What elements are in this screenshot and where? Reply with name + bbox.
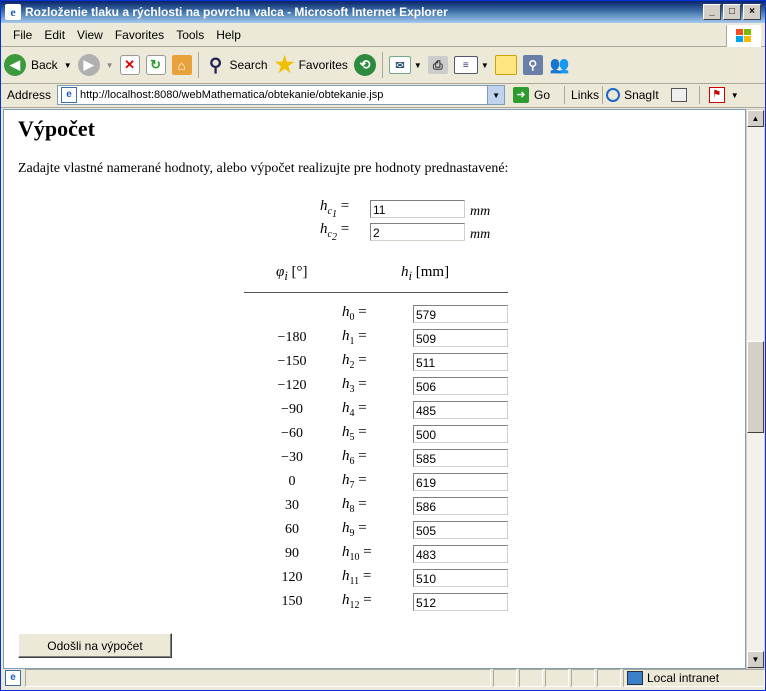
h-label: $h_0$ =	[342, 304, 367, 323]
local-intranet-icon	[627, 671, 643, 685]
snagit-label: SnagIt	[624, 88, 659, 102]
address-dropdown-icon[interactable]: ▼	[487, 86, 504, 104]
scroll-thumb[interactable]	[747, 341, 764, 433]
back-label: Back	[31, 58, 58, 72]
mail-dropdown-icon[interactable]: ▼	[413, 60, 422, 70]
phi-value: −30	[281, 450, 303, 465]
pdf-dropdown-icon[interactable]: ▼	[730, 90, 739, 100]
h-label: $h_{12}$ =	[342, 592, 372, 611]
menu-help[interactable]: Help	[216, 28, 241, 42]
address-label: Address	[7, 88, 52, 102]
menu-view[interactable]: View	[77, 28, 103, 42]
phi-value: 120	[281, 570, 303, 585]
menu-edit[interactable]: Edit	[44, 28, 66, 42]
discuss-icon	[495, 55, 517, 75]
edit-button[interactable]	[451, 50, 492, 80]
phi-value: −180	[277, 330, 307, 345]
hc1-label: $h_{c_1}$ =	[320, 198, 350, 220]
close-button[interactable]: ×	[743, 4, 761, 20]
search-icon: ⚲	[208, 54, 223, 75]
back-button[interactable]	[1, 50, 75, 80]
print-button[interactable]	[425, 50, 451, 80]
column-header-h: $h_i$ [mm]	[401, 264, 450, 283]
h-label: $h_7$ =	[342, 472, 367, 491]
snagit-window-icon[interactable]	[671, 88, 687, 102]
h-value-input[interactable]: 505	[413, 521, 508, 539]
status-bar	[1, 667, 765, 689]
address-separator	[699, 86, 700, 104]
menu-favorites[interactable]: Favorites	[114, 28, 165, 42]
phi-value: 0	[288, 474, 296, 489]
header-divider	[244, 292, 508, 293]
h-value-input[interactable]: 509	[413, 329, 508, 347]
h-label: $h_{10}$ =	[342, 544, 372, 563]
print-icon: ⎙	[428, 56, 448, 74]
h-value-input[interactable]: 586	[413, 497, 508, 515]
back-arrow-icon: ◀	[4, 54, 26, 76]
status-text-cell	[25, 669, 491, 687]
h-value-input[interactable]: 483	[413, 545, 508, 563]
links-button[interactable]: Links	[571, 88, 600, 102]
favorites-star-icon: ★	[274, 52, 295, 77]
history-icon: ⟲	[354, 54, 376, 76]
favorites-button[interactable]	[271, 50, 351, 80]
hc2-label: $h_{c_2}$ =	[320, 221, 350, 243]
toolbar-separator	[382, 52, 383, 78]
edit-dropdown-icon[interactable]: ▼	[480, 60, 489, 70]
ie-icon: e	[5, 4, 21, 20]
search-label: Search	[229, 58, 268, 72]
refresh-icon: ↻	[146, 55, 166, 75]
h-value-input[interactable]: 512	[413, 593, 508, 611]
home-button[interactable]	[169, 50, 195, 80]
forward-dropdown-icon[interactable]: ▼	[105, 60, 114, 70]
edit-icon: ≡	[454, 56, 478, 74]
h-label: $h_8$ =	[342, 496, 367, 515]
refresh-button[interactable]	[143, 50, 169, 80]
phi-value: 150	[281, 594, 303, 609]
h-label: $h_6$ =	[342, 448, 367, 467]
phi-value: 60	[285, 522, 299, 537]
phi-value: −120	[277, 378, 307, 393]
address-bar	[1, 83, 765, 108]
stop-button[interactable]	[117, 50, 143, 80]
column-header-phi: $\varphi_i$ [°]	[276, 264, 308, 283]
submit-button[interactable]: Odošli na výpočet	[18, 633, 172, 658]
h-label: $h_4$ =	[342, 400, 367, 419]
mail-icon: ✉	[389, 56, 411, 74]
mail-button[interactable]	[386, 50, 425, 80]
h-value-input[interactable]: 510	[413, 569, 508, 587]
go-arrow-icon: ➜	[513, 87, 529, 103]
intro-text: Zadajte vlastné namerané hodnoty, alebo výpočet realizujte pre hodnoty prednastavené:	[18, 161, 509, 176]
scroll-up-icon[interactable]: ▲	[747, 110, 764, 127]
h-label: $h_{11}$ =	[342, 568, 372, 587]
snagit-button[interactable]	[606, 88, 659, 102]
maximize-button[interactable]: □	[723, 4, 741, 20]
status-cell	[493, 669, 517, 687]
phi-value: −150	[277, 354, 307, 369]
window-title: Rozloženie tlaku a rýchlosti na povrchu valca - Microsoft Internet Explorer	[25, 5, 448, 19]
menu-file[interactable]: File	[13, 28, 33, 42]
vertical-scrollbar[interactable]	[746, 109, 765, 669]
h-value-input[interactable]: 585	[413, 449, 508, 467]
go-label: Go	[534, 88, 551, 102]
status-cell	[571, 669, 595, 687]
address-input[interactable]	[57, 85, 505, 105]
status-page-icon: e	[5, 670, 21, 686]
page-icon: e	[61, 87, 77, 103]
address-separator	[564, 86, 565, 104]
search-button[interactable]	[202, 50, 271, 80]
status-cell	[597, 669, 621, 687]
h-value-input[interactable]: 485	[413, 401, 508, 419]
history-button[interactable]	[351, 50, 379, 80]
snagit-icon	[606, 88, 620, 102]
page-viewport	[3, 109, 746, 669]
h-value-input[interactable]: 500	[413, 425, 508, 443]
research-icon: ⚲	[523, 55, 543, 75]
h-label: $h_5$ =	[342, 424, 367, 443]
h-label: $h_2$ =	[342, 352, 367, 371]
minimize-button[interactable]: _	[703, 4, 721, 20]
standard-toolbar	[1, 47, 765, 84]
phi-value: −90	[281, 402, 303, 417]
hc2-input[interactable]: 2	[370, 223, 465, 241]
forward-button[interactable]	[75, 50, 117, 80]
status-zone-cell	[623, 669, 765, 687]
go-button[interactable]	[513, 87, 550, 103]
h-label: $h_1$ =	[342, 328, 367, 347]
page-title: Výpočet	[18, 116, 95, 141]
toolbar-separator	[198, 52, 199, 78]
phi-value: 90	[285, 546, 299, 561]
windows-logo-icon	[726, 25, 761, 47]
back-dropdown-icon[interactable]: ▼	[63, 60, 72, 70]
forward-arrow-icon: ▶	[78, 54, 100, 76]
menu-tools[interactable]: Tools	[176, 28, 205, 42]
hc1-input[interactable]: 11	[370, 200, 465, 218]
messenger-icon: 👥	[549, 57, 570, 74]
h-value-input[interactable]: 511	[413, 353, 508, 371]
home-icon: ⌂	[172, 55, 192, 75]
phi-value: 30	[285, 498, 299, 513]
status-zone-label: Local intranet	[647, 671, 720, 685]
h-label: $h_9$ =	[342, 520, 367, 539]
h-value-input[interactable]: 619	[413, 473, 508, 491]
h-label: $h_3$ =	[342, 376, 367, 395]
scroll-down-icon[interactable]: ▼	[747, 651, 764, 668]
address-separator	[602, 86, 603, 104]
menu-bar	[1, 24, 765, 47]
title-bar	[1, 1, 765, 23]
status-cell	[519, 669, 543, 687]
address-url: http://localhost:8080/webMathematica/obtekanie/obtekanie.jsp	[80, 89, 384, 101]
pdf-icon[interactable]: ⚑	[709, 87, 725, 103]
h-value-input[interactable]: 579	[413, 305, 508, 323]
discuss-button[interactable]	[492, 50, 520, 80]
messenger-button[interactable]	[546, 50, 574, 80]
h-value-input[interactable]: 506	[413, 377, 508, 395]
favorites-label: Favorites	[298, 58, 348, 72]
hc2-unit: mm	[470, 227, 491, 242]
phi-value: −60	[281, 426, 303, 441]
status-cell	[545, 669, 569, 687]
hc1-unit: mm	[470, 204, 491, 219]
stop-icon: ✕	[120, 55, 140, 75]
research-button[interactable]	[520, 50, 546, 80]
